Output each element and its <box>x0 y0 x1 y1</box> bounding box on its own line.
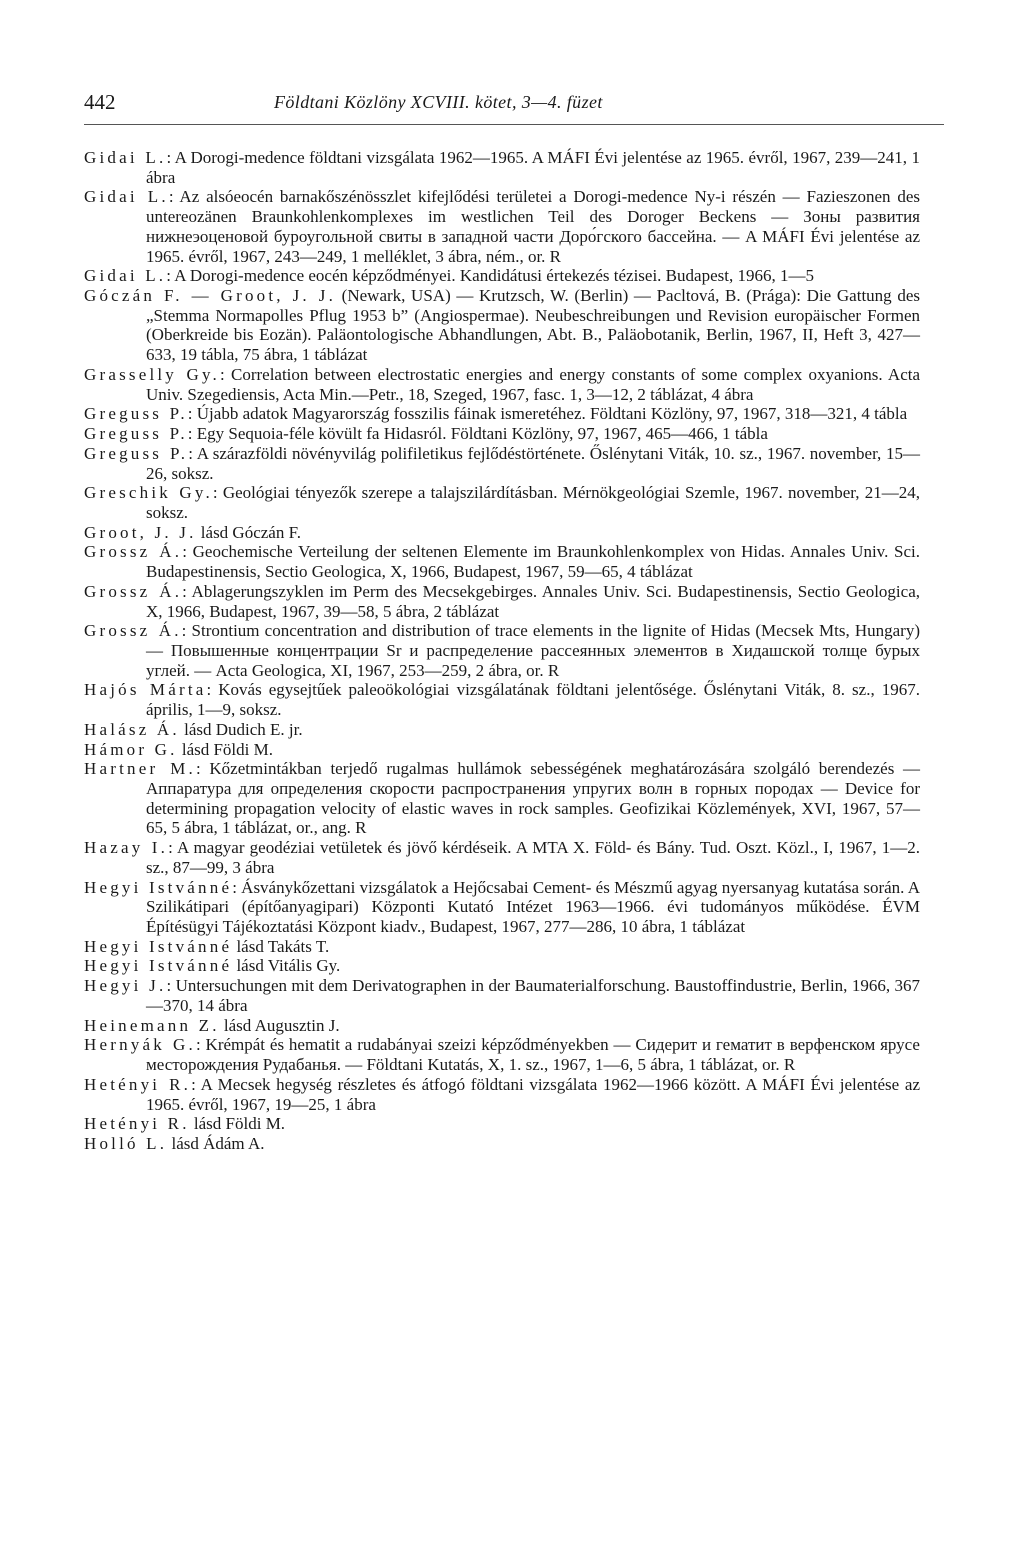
reference-text: lásd Góczán F. <box>196 522 301 542</box>
reference-text: : Ásványkőzettani vizsgálatok a Hejőcsabai Cement- és Mészmű agyag nyersanyag kutatása során. A Szilikátipari (építőanyagipari) Központi Kutató Intézet 1963—1966. évi tudományos működése. ÉVM Építésügyi Tájékoztatási Központ kiadv., Budapest, 1967, 277—286, 10 ábra, 1 táblázat <box>146 877 920 937</box>
reference-entry <box>84 542 920 581</box>
reference-text: lásd Takáts T. <box>232 936 330 956</box>
reference-entry <box>84 956 920 976</box>
reference-text: : A szárazföldi növényvilág polifiletikus fejlődéstörténete. Őslénytani Viták, 10. sz., 1967. november, 15—26, soksz. <box>146 443 920 483</box>
reference-author: Grossz Á. <box>84 581 183 601</box>
reference-text: : Correlation between electrostatic energies and energy constants of some complex oxyanions. Acta Univ. Szegediensis, Acta Min.—Petr., 18, Szeged, 1967, fasc. 1, 3—12, 2 táblázat, 4 ábra <box>146 364 921 404</box>
reference-entry <box>84 1114 920 1134</box>
reference-entry <box>84 187 920 266</box>
reference-text: lásd Földi M. <box>177 739 273 759</box>
reference-text: lásd Földi M. <box>189 1114 286 1134</box>
reference-entry <box>84 286 920 365</box>
reference-text: : Kőzetmintákban terjedő rugalmas hullámok sebességének meghatározására szolgáló berendezés — Аппаратура для определения скорости распространения упругих волн в горных породах — Device for determining propagation velocity of elastic waves in rock samples. Geofizikai Közlemények, XVI, 1967, 57—65, 5 ábra, 1 táblázat, or., ang. R <box>146 759 921 838</box>
reference-author: Hetényi R. <box>84 1114 190 1134</box>
reference-author: Gidai L. <box>84 266 167 286</box>
page-number: 442 <box>84 90 116 114</box>
reference-author: Hajós Márta <box>84 680 207 700</box>
running-title: Földtani Közlöny XCVIII. kötet, 3—4. füzet <box>274 92 603 112</box>
reference-author: Greguss P. <box>84 443 189 463</box>
reference-author: Holló L. <box>84 1133 168 1153</box>
reference-entry <box>84 148 920 187</box>
reference-entry <box>84 937 920 957</box>
reference-text: : Újabb adatok Magyarország fosszilis fáinak ismeretéhez. Földtani Közlöny, 97, 1967, 318—321, 4 tábla <box>187 404 908 424</box>
reference-entry <box>84 444 920 483</box>
reference-entry <box>84 1035 920 1074</box>
reference-author: Greschik Gy. <box>84 483 213 503</box>
reference-text: : Az alsóeocén barnakőszénösszlet kifejlődési területei a Dorogi-medence Ny-i részén — Fazieszonen des untereozänen Braunkohlenkomplexes im westlichen Teil des Doroger Beckens — Зоны развития нижнеэоценовой буроугольной свиты в западной части Доро́гского бассейна. — A MÁFI Évi jelentése az 1965. évről, 1967, 243—249, 1 melléklet, 3 ábra, ném., or. R <box>146 187 920 266</box>
reference-text: (Newark, USA) — Krutzsch, W. (Berlin) — Pacltová, B. (Prága): Die Gattung des „Stemma Normapolles Pflug 1953 b” (Angiospermae). Neubeschreibungen und Revision europäischer Formen (Oberkreide bis Eozän). Paläontologische Abhandlungen, Abt. B., Paläobotanik, Berlin, 1967, II, Heft 3, 427—633, 19 tábla, 75 ábra, 1 táblázat <box>146 286 920 365</box>
reference-author: Greguss P. <box>84 424 188 444</box>
reference-text: : Ablagerungszyklen im Perm des Mecsekgebirges. Annales Univ. Sci. Budapestinensis, Sectio Geologica, X, 1966, Budapest, 1967, 39—58, 5 ábra, 2 táblázat <box>146 581 920 621</box>
reference-text: : A Mecsek hegység részletes és átfogó földtani vizsgálata 1962—1966 között. A MÁFI Évi jelentése az 1965. évről, 1967, 19—25, 1 ábra <box>146 1074 921 1114</box>
reference-entry <box>84 740 920 760</box>
reference-entry <box>84 976 920 1015</box>
reference-entry <box>84 621 920 680</box>
reference-entry <box>84 523 920 543</box>
header-rule <box>84 124 944 125</box>
reference-author: Groot, J. J. <box>84 522 197 542</box>
reference-text: : Geochemische Verteilung der seltenen Elemente im Braunkohlenkomplex von Hidas. Annales Univ. Sci. Budapestinensis, Sectio Geologica, X, 1966, Budapest, 1967, 59—65, 4 táblázat <box>146 542 920 582</box>
reference-entry <box>84 365 920 404</box>
reference-entry <box>84 266 920 286</box>
reference-text: : A magyar geodéziai vetületek és jövő kérdéseik. A MTA X. Föld- és Bány. Tud. Oszt. Közl., I, 1967, 1—2. sz., 87—99, 3 ábra <box>146 838 920 877</box>
reference-author: Greguss P. <box>84 404 188 424</box>
reference-entry <box>84 1016 920 1036</box>
page-header <box>84 88 944 120</box>
reference-author: Grossz Á. <box>84 542 183 562</box>
reference-text: : Geológiai tényezők szerepe a talajszilárdításban. Mérnökgeológiai Szemle, 1967. november, 21—24, soksz. <box>146 483 920 522</box>
reference-author: Halász Á. <box>84 719 180 739</box>
reference-author: Hegyi J. <box>84 976 167 996</box>
reference-author: Hartner M. <box>84 759 196 779</box>
reference-text: : A Dorogi-medence eocén képződményei. Kandidátusi értekezés tézisei. Budapest, 1966, 1—5 <box>166 266 814 286</box>
reference-author: Heinemann Z. <box>84 1015 220 1035</box>
reference-text: lásd Augusztin J. <box>219 1015 340 1035</box>
reference-author: Hegyi Istvánné <box>84 956 233 976</box>
reference-author: Hetényi R. <box>84 1074 192 1094</box>
reference-author: Hernyák G. <box>84 1035 196 1055</box>
reference-author: Gidai L. <box>84 187 169 207</box>
reference-entry <box>84 404 920 424</box>
reference-text: : Egy Sequoia-féle kövült fa Hidasról. Földtani Közlöny, 97, 1967, 465—466, 1 tábla <box>187 424 768 444</box>
reference-list <box>84 148 920 1154</box>
reference-entry <box>84 424 920 444</box>
reference-entry <box>84 838 920 877</box>
reference-entry <box>84 759 920 838</box>
reference-author: Hegyi Istvánné <box>84 877 233 897</box>
reference-text: lásd Dudich E. jr. <box>179 719 303 739</box>
reference-entry <box>84 680 920 719</box>
reference-text: lásd Vitális Gy. <box>232 956 341 976</box>
reference-author: Hegyi Istvánné <box>84 936 233 956</box>
reference-text: : Krémpát és hematit a rudabányai szeizi képződményekben — Сидерит и гематит в верфенском ярусе месторождения Рудабанья. — Földtani Kutatás, X, 1. sz., 1967, 1—6, 5 ábra, 1 táblázat, or. R <box>146 1035 920 1075</box>
reference-text: : Untersuchungen mit dem Derivatographen in der Baumaterialforschung. Baustoffindustrie, Berlin, 1966, 367—370, 14 ábra <box>146 976 921 1015</box>
reference-entry <box>84 1134 920 1154</box>
reference-text: : Kovás egysejtűek paleoökológiai vizsgálatának földtani jelentősége. Őslénytani Viták, 8. sz., 1967. április, 1—9, soksz. <box>146 680 920 720</box>
reference-entry <box>84 483 920 522</box>
reference-text: : A Dorogi-medence földtani vizsgálata 1962—1965. A MÁFI Évi jelentése az 1965. évről, 1967, 239—241, 1 ábra <box>146 148 920 187</box>
reference-author: Hámor G. <box>84 739 178 759</box>
reference-text: : Strontium concentration and distribution of trace elements in the lignite of Hidas (Mecsek Mts, Hungary) — Повышенные концентрации Sr и распределение рассеянных элементов в Хидашской толще бурых углей. — Acta Geologica, XI, 1967, 253—259, 2 ábra, or. R <box>146 621 920 680</box>
reference-author: Grossz Á. <box>84 621 182 641</box>
reference-entry <box>84 582 920 621</box>
reference-author: Gidai L. <box>84 148 167 167</box>
reference-entry <box>84 1075 920 1114</box>
reference-entry <box>84 720 920 740</box>
reference-author: Góczán F. — Groot, J. J. <box>84 286 337 306</box>
reference-text: lásd Ádám A. <box>167 1133 265 1153</box>
reference-author: Hazay I. <box>84 838 169 858</box>
reference-author: Grasselly Gy. <box>84 364 220 384</box>
reference-entry <box>84 878 920 937</box>
